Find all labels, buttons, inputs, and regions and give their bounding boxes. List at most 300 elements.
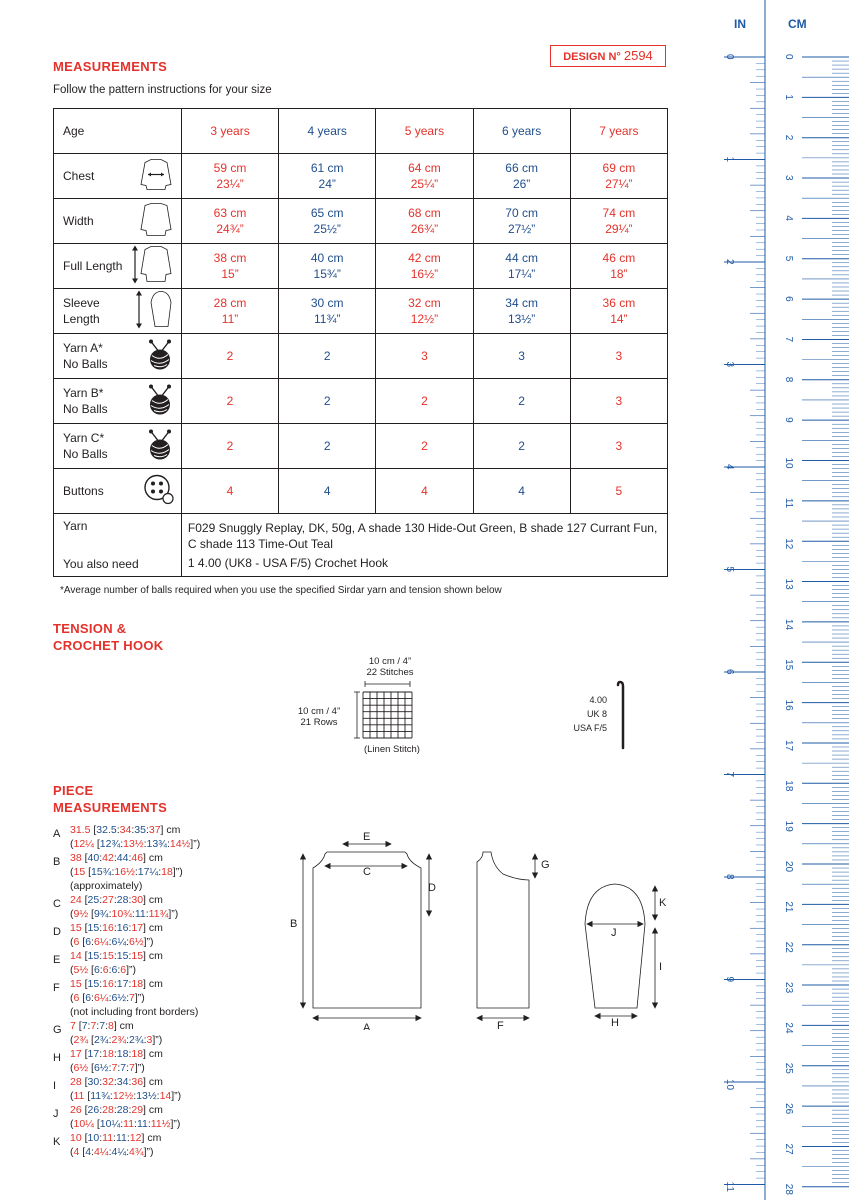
value-segment: [ <box>93 838 100 850</box>
measurement-cell <box>376 289 473 334</box>
value-segment: 11½ <box>150 1118 171 1130</box>
value-segment: : <box>128 978 132 990</box>
value-segment: ] cm <box>160 824 181 836</box>
value-segment: : <box>113 978 117 990</box>
row-label: Age <box>63 124 85 138</box>
value-segment: ( <box>70 866 74 878</box>
value-segment: 15 <box>102 950 114 962</box>
piece-inch-line <box>70 935 200 949</box>
yarn-count-cell: 2 <box>376 379 473 424</box>
value-segment: : <box>108 1034 112 1046</box>
value-segment: : <box>113 852 117 864</box>
row-label: Sleeve <box>63 296 100 310</box>
value-segment: 25 <box>87 894 100 906</box>
value-segment: : <box>99 852 103 864</box>
measurement-cell <box>279 199 376 244</box>
ruler-cm-number: 8 <box>783 376 794 383</box>
yarn-row <box>54 334 668 379</box>
value-cm: 46 cm <box>602 251 636 265</box>
value-segment: 6 <box>73 936 80 948</box>
measurements-heading: MEASUREMENTS <box>53 59 168 74</box>
value-segment: ( <box>70 1118 74 1130</box>
yarn-count-cell: 2 <box>376 424 473 469</box>
piece-inch-line <box>70 865 200 879</box>
value-segment: ]”) <box>134 1062 145 1074</box>
value-segment: 6 <box>85 992 92 1004</box>
buttons-icon <box>143 474 175 509</box>
value-segment: : <box>166 838 170 850</box>
value-segment: 11 <box>134 908 146 920</box>
value-segment: 15 <box>70 978 82 990</box>
piece-letter: K <box>53 1136 61 1148</box>
value-segment: ] cm <box>143 950 163 962</box>
value-cm: 68 cm <box>408 206 441 220</box>
value-segment: 30 <box>87 1076 100 1088</box>
piece-inch-line <box>70 1061 200 1075</box>
measurement-cell <box>473 289 570 334</box>
value-segment: 15¾ <box>91 866 112 878</box>
yarn-count-cell: 2 <box>181 334 278 379</box>
value-segment: : <box>128 950 132 962</box>
ruler-cm-number: 25 <box>783 1062 794 1074</box>
value-segment: 6¼ <box>93 936 109 948</box>
value-segment: : <box>116 824 120 836</box>
value-segment: [ <box>81 852 88 864</box>
value-segment: 44 <box>116 852 129 864</box>
value-segment: 16 <box>116 922 129 934</box>
value-segment: 7 <box>129 1062 135 1074</box>
measurement-cell <box>376 244 473 289</box>
piece-cm-line <box>70 1047 200 1061</box>
value-inch: 27½” <box>507 222 536 236</box>
measurement-cell <box>376 199 473 244</box>
piece-measurements-list <box>53 823 200 1159</box>
value-segment: 4 <box>85 1146 92 1158</box>
ruler-inch-number: 1 <box>724 156 735 163</box>
piece-measurement-item <box>53 1103 200 1131</box>
diagram-label-i: I <box>659 961 663 973</box>
diagram-label-g: G <box>541 859 550 871</box>
value-segment: 14½ <box>169 838 191 850</box>
value-cm: 42 cm <box>408 251 441 265</box>
value-segment: [ <box>88 908 94 920</box>
value-cm: 28 cm <box>213 296 247 310</box>
value-segment: : <box>126 1132 130 1144</box>
value-segment: 18 <box>116 1048 129 1060</box>
yarn-count-cell: 3 <box>376 334 473 379</box>
value-segment: 15 <box>87 922 100 934</box>
value-segment: 17 <box>87 1048 100 1060</box>
value-segment: [ <box>79 936 86 948</box>
value-segment: 10 <box>87 1132 100 1144</box>
value-segment: 5½ <box>73 964 89 976</box>
yarn-count-cell: 2 <box>181 379 278 424</box>
yarn-count-cell: 2 <box>473 379 570 424</box>
piece-measurement-item <box>53 823 200 851</box>
yarn-count-cell: 2 <box>279 379 376 424</box>
value-segment: 14 <box>70 950 82 962</box>
value-segment: ( <box>70 838 74 850</box>
value-segment: ]”) <box>168 908 179 920</box>
value-segment: 7 <box>70 1020 76 1032</box>
measurement-cell <box>279 289 376 334</box>
piece-inch-line <box>70 1033 200 1047</box>
piece-cm-line <box>70 893 200 907</box>
value-segment: ]”) <box>172 866 183 878</box>
measurement-cell <box>570 244 667 289</box>
value-segment: : <box>128 852 132 864</box>
value-segment: 6 <box>85 936 92 948</box>
value-segment: 6 <box>120 964 127 976</box>
age-row <box>54 109 668 154</box>
value-segment: : <box>131 824 135 836</box>
value-cm: 63 cm <box>213 206 247 220</box>
row-label: Yarn C* <box>63 431 105 445</box>
value-segment: [ <box>88 1062 94 1074</box>
value-segment: 4¼ <box>111 1146 127 1158</box>
value-segment: 27 <box>102 894 114 906</box>
yarn-count-cell: 3 <box>570 379 667 424</box>
value-segment: ( <box>70 1146 74 1158</box>
value-segment: 6 <box>73 992 80 1004</box>
measurement-cell <box>279 244 376 289</box>
value-segment: 2¾ <box>93 1034 109 1046</box>
sleeve-piece-outline <box>585 884 645 1008</box>
value-segment: 24 <box>70 894 82 906</box>
ruler-cm-number: 19 <box>783 820 794 832</box>
value-segment: : <box>126 992 130 1004</box>
value-segment: 31.5 <box>70 824 91 836</box>
measurement-row <box>54 289 668 334</box>
diagram-label-e: E <box>363 831 371 843</box>
measurement-cell <box>570 154 667 199</box>
value-inch: 27¼” <box>605 177 633 191</box>
value-cm: 65 cm <box>310 206 344 220</box>
piece-inch-line <box>70 1145 200 1159</box>
value-segment: [ <box>84 1090 91 1102</box>
value-segment: 11 <box>73 1090 85 1102</box>
value-segment: 6 <box>93 964 100 976</box>
value-segment: 26 <box>87 1104 100 1116</box>
value-cm: 44 cm <box>505 251 538 265</box>
yarn-count-cell: 3 <box>570 334 667 379</box>
value-segment: ]”) <box>170 1118 181 1130</box>
value-segment: : <box>108 1146 112 1158</box>
value-segment: : <box>99 964 103 976</box>
also-need-description: 1 4.00 (UK8 - USA F/5) Crochet Hook <box>187 555 389 570</box>
value-segment: ( <box>70 1090 74 1102</box>
value-cm: 70 cm <box>505 206 538 220</box>
ruler-cm-number: 0 <box>783 54 794 60</box>
value-segment: 6½ <box>129 936 144 948</box>
measurement-row <box>54 154 668 199</box>
ruler-cm-number: 17 <box>783 739 794 752</box>
value-segment: [ <box>81 1104 88 1116</box>
piece-heading-line1: PIECE <box>53 783 94 798</box>
value-segment: 10¾ <box>111 908 132 920</box>
ruler-inch-number: 9 <box>724 976 735 983</box>
yarn-count-cell: 3 <box>570 424 667 469</box>
piece-measurement-item <box>53 851 200 893</box>
value-segment: 14 <box>159 1090 172 1102</box>
value-segment: ]”) <box>152 1034 163 1046</box>
ruler-cm-number: 22 <box>783 941 794 953</box>
row-label: Buttons <box>63 484 104 498</box>
yarn-count-cell: 2 <box>279 424 376 469</box>
value-segment: 18 <box>131 978 144 990</box>
value-segment: : <box>126 1034 130 1046</box>
tension-heading-line1: TENSION & <box>53 621 127 636</box>
value-segment: ] cm <box>143 1048 163 1060</box>
ruler-cm-number: 5 <box>783 255 794 262</box>
value-segment: : <box>156 1090 160 1102</box>
measurement-row <box>54 199 668 244</box>
value-segment: 7 <box>81 1020 88 1032</box>
measurement-cell <box>570 199 667 244</box>
diagram-label-a: A <box>363 1022 371 1030</box>
value-segment: : <box>113 950 117 962</box>
yarn-label: Yarn <box>63 519 88 533</box>
value-segment: 7 <box>90 1020 97 1032</box>
value-cm: 40 cm <box>310 251 344 265</box>
yarn-count-cell: 2 <box>181 424 278 469</box>
value-segment: : <box>131 908 135 920</box>
value-segment: : <box>113 894 117 906</box>
hook-size-usa: USA F/5 <box>573 723 607 733</box>
piece-cm-line <box>70 1131 200 1145</box>
row-label-sub: Length <box>63 312 100 326</box>
measurement-cell <box>473 244 570 289</box>
buttons-count-cell: 4 <box>376 469 473 514</box>
value-inch: 11” <box>221 312 239 326</box>
value-segment: : <box>105 1020 108 1032</box>
value-segment: 11 <box>115 1132 127 1144</box>
ruler-cm-number: 14 <box>783 618 794 631</box>
value-segment: : <box>99 978 103 990</box>
value-segment: 12 <box>129 1132 142 1144</box>
piece-inch-line <box>70 907 200 921</box>
value-segment: : <box>113 1132 116 1144</box>
piece-letter: H <box>53 1052 61 1064</box>
ruler-cm-number: 13 <box>783 578 794 590</box>
diagram-label-d: D <box>428 882 436 894</box>
value-segment: 10¼ <box>73 1118 94 1130</box>
crochet-hook-icon <box>616 680 630 750</box>
value-segment: 9½ <box>73 908 89 920</box>
value-segment: 7 <box>129 992 135 1004</box>
value-segment: ( <box>70 992 74 1004</box>
ruler-cm-label: CM <box>788 17 807 31</box>
value-segment: : <box>111 866 115 878</box>
value-segment: 7 <box>99 1020 106 1032</box>
value-inch: 15¾” <box>313 267 341 281</box>
value-segment: 4¾ <box>129 1146 144 1158</box>
diagram-label-f: F <box>497 1020 504 1030</box>
value-segment: ] cm <box>141 1132 162 1144</box>
value-segment: : <box>126 1146 130 1158</box>
piece-letter: J <box>53 1108 59 1120</box>
piece-note: (approximately) <box>70 880 143 892</box>
piece-letter: B <box>53 856 61 868</box>
value-segment: : <box>147 1118 151 1130</box>
piece-measurement-item <box>53 1047 200 1075</box>
value-segment: ( <box>70 936 74 948</box>
measurement-cell <box>181 244 278 289</box>
value-segment: 12¾ <box>99 838 121 850</box>
value-segment: [ <box>81 1076 88 1088</box>
value-segment: ( <box>70 1062 74 1074</box>
value-segment: : <box>128 1104 132 1116</box>
piece-cm-line <box>70 823 200 837</box>
value-segment: [ <box>75 1020 82 1032</box>
design-number-box <box>550 45 666 67</box>
value-segment: : <box>133 1090 137 1102</box>
yarn-count-cell: 2 <box>279 334 376 379</box>
value-segment: : <box>99 1104 103 1116</box>
yarn-row <box>54 379 668 424</box>
piece-cm-line <box>70 1103 200 1117</box>
value-cm: 74 cm <box>602 206 636 220</box>
value-cm: 32 cm <box>408 296 441 310</box>
value-segment: [ <box>79 1146 86 1158</box>
yarn-ball-icon <box>145 339 175 374</box>
piece-cm-line <box>70 1019 200 1033</box>
piece-measurement-item <box>53 1019 200 1047</box>
ruler-cm-number: 24 <box>783 1022 794 1034</box>
ruler-inch-number: 3 <box>724 361 735 368</box>
ruler-inch-number: 8 <box>724 874 735 880</box>
piece-heading-line2: MEASUREMENTS <box>53 800 168 815</box>
value-segment: 6¼ <box>93 992 109 1004</box>
value-segment: : <box>99 894 103 906</box>
value-segment: 6½ <box>111 992 127 1004</box>
value-segment: : <box>108 1062 112 1074</box>
value-segment: [ <box>79 992 86 1004</box>
value-segment: 26 <box>70 1104 82 1116</box>
ruler-cm-number: 28 <box>783 1183 794 1195</box>
value-segment: 12½ <box>112 1090 134 1102</box>
piece-measurements-heading <box>53 782 167 816</box>
value-segment: 10¼ <box>99 1118 121 1130</box>
chest-diagram-icon <box>137 157 175 196</box>
value-segment: 46 <box>131 852 144 864</box>
value-segment: : <box>99 1076 103 1088</box>
ruler-cm-number: 6 <box>783 296 794 302</box>
width-diagram-icon <box>137 202 175 241</box>
ruler-cm-number: 23 <box>783 982 794 994</box>
value-segment: : <box>108 908 112 920</box>
value-segment: 11¾ <box>148 908 169 920</box>
value-segment: : <box>126 1062 130 1074</box>
value-segment: 7 <box>120 1062 127 1074</box>
value-cm: 61 cm <box>310 161 344 175</box>
value-segment: : <box>134 866 138 878</box>
piece-measurement-item <box>53 949 200 977</box>
piece-measurement-item <box>53 977 200 1019</box>
ruler-cm-number: 4 <box>783 215 794 221</box>
tension-heading <box>53 620 164 654</box>
value-segment: [ <box>85 866 92 878</box>
value-segment: : <box>117 964 121 976</box>
piece-measurement-item <box>53 1131 200 1159</box>
value-inch: 14” <box>610 312 628 326</box>
piece-cm-line <box>70 1075 200 1089</box>
value-segment: 6½ <box>73 1062 89 1074</box>
measurement-cell <box>181 289 278 334</box>
value-segment: 10 <box>70 1132 82 1144</box>
value-segment: ]”) <box>143 936 154 948</box>
value-cm: 38 cm <box>213 251 247 265</box>
value-segment: 18 <box>131 1048 144 1060</box>
value-segment: 7 <box>111 1062 118 1074</box>
value-segment: 15 <box>131 950 144 962</box>
value-segment: 34 <box>116 1076 129 1088</box>
value-inch: 16½” <box>410 267 439 281</box>
piece-measurement-item <box>53 1075 200 1103</box>
value-segment: ]”) <box>171 1090 182 1102</box>
row-label: Width <box>63 214 94 228</box>
value-segment: : <box>113 1104 117 1116</box>
row-label: Yarn A* <box>63 341 103 355</box>
swatch-height-label: 10 cm / 4” <box>297 706 341 717</box>
value-cm: 30 cm <box>310 296 344 310</box>
yarn-ball-icon <box>145 384 175 419</box>
value-inch: 13½” <box>507 312 536 326</box>
value-segment: 35 <box>134 824 146 836</box>
value-inch: 24¾” <box>216 222 244 236</box>
value-segment: [ <box>90 824 97 836</box>
ruler-inch-number: 10 <box>724 1079 735 1091</box>
design-number: 2594 <box>623 48 653 63</box>
value-segment: 29 <box>131 1104 144 1116</box>
ruler-inch-number: 6 <box>724 669 735 675</box>
measurement-row <box>54 244 668 289</box>
value-segment: : <box>145 824 149 836</box>
value-segment: 34 <box>119 824 132 836</box>
piece-cm-line <box>70 949 200 963</box>
value-inch: 15” <box>221 267 239 281</box>
yarn-info-row <box>54 514 668 577</box>
size-header: 5 years <box>376 109 473 154</box>
value-segment: 13½ <box>123 838 144 850</box>
value-inch: 26” <box>512 177 531 191</box>
value-segment: 9¾ <box>93 908 109 920</box>
piece-cm-line <box>70 977 200 991</box>
piece-letter: I <box>53 1080 57 1092</box>
value-segment: 11 <box>123 1118 135 1130</box>
value-cm: 59 cm <box>213 161 247 175</box>
value-segment: 16 <box>102 978 114 990</box>
value-segment: : <box>134 1118 137 1130</box>
buttons-count-cell: 4 <box>279 469 376 514</box>
hook-size-metric: 4.00 <box>589 695 607 705</box>
value-segment: : <box>126 936 130 948</box>
value-segment: : <box>91 1146 94 1158</box>
value-segment: 30 <box>131 894 144 906</box>
size-header: 4 years <box>279 109 376 154</box>
value-segment: 6½ <box>93 1062 109 1074</box>
ruler-cm-number: 12 <box>783 538 794 550</box>
piece-measurement-item <box>53 893 200 921</box>
ruler-cm-number: 20 <box>783 861 794 873</box>
value-segment: : <box>158 866 162 878</box>
value-segment: ] cm <box>143 852 163 864</box>
buttons-row <box>54 469 668 514</box>
value-segment: [ <box>81 978 88 990</box>
swatch-rows-label: 21 Rows <box>300 717 338 728</box>
value-segment: : <box>87 1020 91 1032</box>
ruler-cm-number: 7 <box>783 336 794 343</box>
